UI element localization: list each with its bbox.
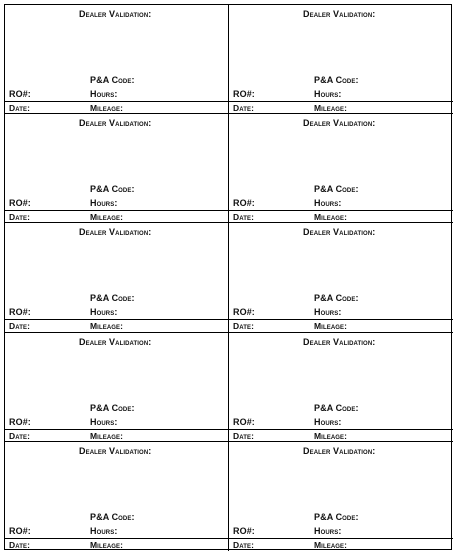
- date-label: Date:: [9, 539, 31, 550]
- mileage-label: Mileage:: [314, 212, 348, 223]
- hours-label: Hours:: [314, 525, 342, 536]
- hours-label: Hours:: [90, 525, 118, 536]
- hours-label: Hours:: [90, 307, 118, 318]
- mileage-label: Mileage:: [90, 430, 124, 441]
- pa-code-label: P&A Code:: [314, 293, 359, 304]
- hours-label: Hours:: [314, 89, 342, 99]
- ro-number-label: RO#:: [233, 89, 255, 99]
- hours-label: Hours:: [90, 416, 118, 427]
- pa-code-label: P&A Code:: [314, 402, 359, 413]
- ro-number-label: RO#:: [9, 89, 31, 99]
- ro-number-label: RO#:: [233, 416, 255, 427]
- dealer-validation-label: Dealer Validation:: [303, 336, 376, 347]
- validation-card-10: [229, 442, 453, 551]
- mileage-label: Mileage:: [90, 103, 124, 113]
- ro-number-label: RO#:: [9, 525, 31, 536]
- divider-line: [5, 210, 228, 211]
- pa-code-label: P&A Code:: [90, 75, 135, 85]
- dealer-validation-label: Dealer Validation:: [79, 118, 152, 129]
- divider-line: [229, 429, 453, 430]
- mileage-label: Mileage:: [90, 321, 124, 332]
- ro-number-label: RO#:: [9, 416, 31, 427]
- validation-card-3: [5, 114, 229, 223]
- ro-number-label: RO#:: [233, 307, 255, 318]
- divider-line: [229, 101, 453, 102]
- hours-label: Hours:: [314, 416, 342, 427]
- dealer-validation-label: Dealer Validation:: [303, 9, 376, 19]
- validation-card-1: [5, 5, 229, 114]
- mileage-label: Mileage:: [314, 321, 348, 332]
- validation-card-5: [5, 223, 229, 332]
- mileage-label: Mileage:: [90, 212, 124, 223]
- mileage-label: Mileage:: [314, 103, 348, 113]
- date-label: Date:: [233, 430, 255, 441]
- ro-number-label: RO#:: [233, 525, 255, 536]
- ro-number-label: RO#:: [233, 198, 255, 209]
- mileage-label: Mileage:: [314, 539, 348, 550]
- pa-code-label: P&A Code:: [314, 511, 359, 522]
- date-label: Date:: [9, 321, 31, 332]
- dealer-validation-label: Dealer Validation:: [79, 336, 152, 347]
- divider-line: [5, 538, 228, 539]
- divider-line: [5, 429, 228, 430]
- mileage-label: Mileage:: [314, 430, 348, 441]
- dealer-validation-label: Dealer Validation:: [303, 227, 376, 238]
- date-label: Date:: [233, 103, 255, 113]
- validation-card-4: [229, 114, 453, 223]
- divider-line: [229, 210, 453, 211]
- dealer-validation-label: Dealer Validation:: [303, 118, 376, 129]
- dealer-validation-label: Dealer Validation:: [79, 445, 152, 456]
- date-label: Date:: [9, 430, 31, 441]
- date-label: Date:: [233, 321, 255, 332]
- validation-card-9: [5, 442, 229, 551]
- pa-code-label: P&A Code:: [90, 511, 135, 522]
- validation-card-6: [229, 223, 453, 332]
- hours-label: Hours:: [314, 307, 342, 318]
- hours-label: Hours:: [314, 198, 342, 209]
- divider-line: [5, 101, 228, 102]
- ro-number-label: RO#:: [9, 198, 31, 209]
- divider-line: [229, 538, 453, 539]
- date-label: Date:: [9, 103, 31, 113]
- divider-line: [229, 319, 453, 320]
- validation-card-7: [5, 333, 229, 442]
- date-label: Date:: [233, 539, 255, 550]
- validation-card-2: [229, 5, 453, 114]
- dealer-validation-label: Dealer Validation:: [79, 227, 152, 238]
- hours-label: Hours:: [90, 89, 118, 99]
- mileage-label: Mileage:: [90, 539, 124, 550]
- validation-form-grid: [4, 4, 452, 550]
- divider-line: [5, 319, 228, 320]
- ro-number-label: RO#:: [9, 307, 31, 318]
- pa-code-label: P&A Code:: [314, 75, 359, 85]
- pa-code-label: P&A Code:: [314, 184, 359, 195]
- date-label: Date:: [233, 212, 255, 223]
- date-label: Date:: [9, 212, 31, 223]
- validation-card-8: [229, 333, 453, 442]
- pa-code-label: P&A Code:: [90, 184, 135, 195]
- pa-code-label: P&A Code:: [90, 402, 135, 413]
- pa-code-label: P&A Code:: [90, 293, 135, 304]
- hours-label: Hours:: [90, 198, 118, 209]
- dealer-validation-label: Dealer Validation:: [79, 9, 152, 19]
- dealer-validation-label: Dealer Validation:: [303, 445, 376, 456]
